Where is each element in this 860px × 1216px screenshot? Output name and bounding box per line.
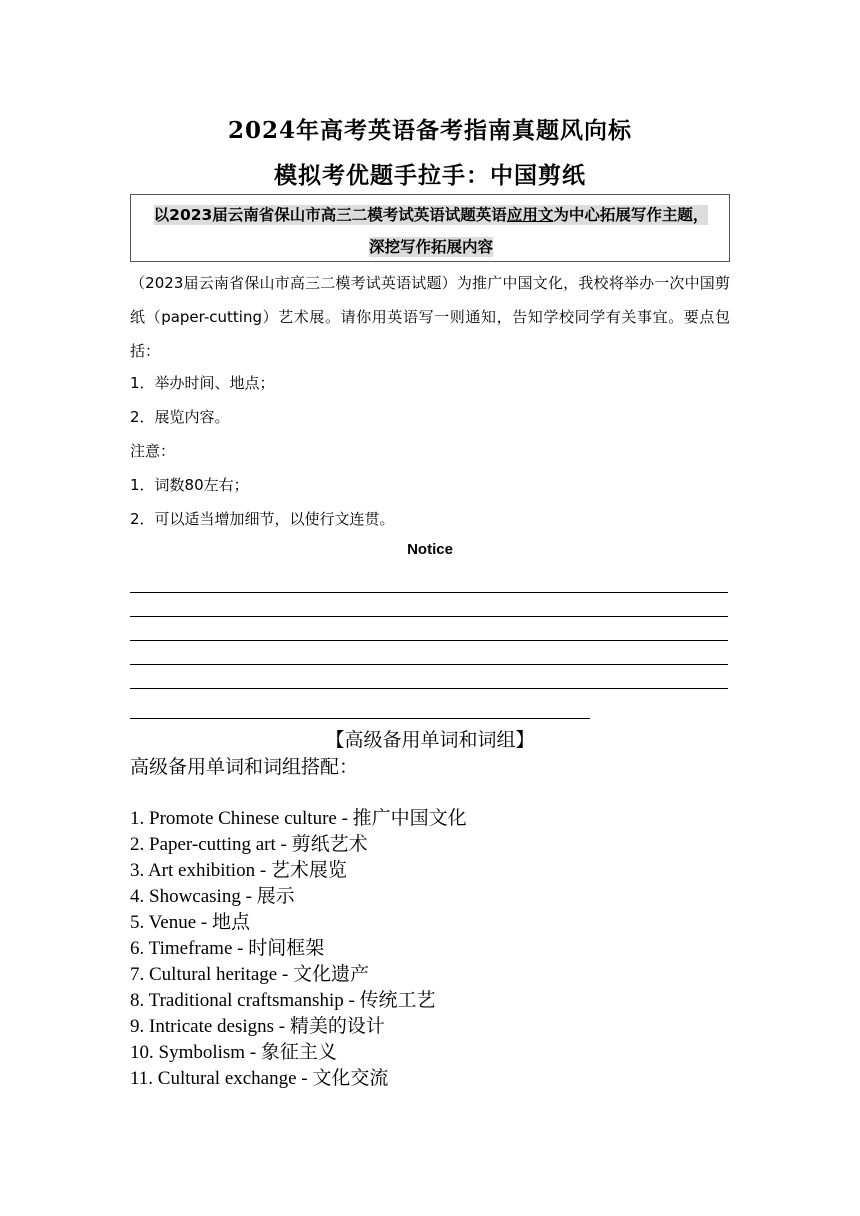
note-item: 1．词数80左右； (130, 476, 249, 494)
topic-box-line-2 (131, 235, 731, 257)
note-item: 2．可以适当增加细节，以使行文连贯。 (130, 510, 395, 528)
document-subtitle: 模拟考优题手拉手：中国剪纸 (274, 162, 586, 189)
vocab-intro: 高级备用单词和词组搭配： (130, 757, 359, 778)
vocab-item: 8. Traditional craftsmanship - 传统工艺 (130, 990, 436, 1011)
writing-line (130, 640, 728, 641)
vocab-item: 5. Venue - 地点 (130, 912, 250, 933)
notes-label: 注意： (130, 442, 176, 460)
vocab-item: 1. Promote Chinese culture - 推广中国文化 (130, 808, 467, 829)
topic-box-text-pre: 以2023届云南省保山市高三二模考试英语试题英语 (153, 206, 507, 224)
topic-box-text-underlined: 应用文 (506, 206, 554, 224)
vocab-item: 9. Intricate designs - 精美的设计 (130, 1016, 385, 1037)
vocab-item: 11. Cultural exchange - 文化交流 (130, 1068, 389, 1089)
vocab-item: 10. Symbolism - 象征主义 (130, 1042, 337, 1063)
notice-title: Notice (407, 541, 453, 558)
vocab-item: 3. Art exhibition - 艺术展览 (130, 860, 347, 881)
topic-box-line-1 (131, 203, 731, 225)
writing-line (130, 664, 728, 665)
point-item: 1．举办时间、地点； (130, 374, 275, 392)
writing-line (130, 718, 590, 719)
document-title: 2024年高考英语备考指南真题风向标 (227, 117, 632, 144)
vocab-item: 2. Paper-cutting art - 剪纸艺术 (130, 834, 368, 855)
vocab-item: 4. Showcasing - 展示 (130, 886, 295, 907)
prompt-paragraph: （2023届云南省保山市高三二模考试英语试题）为推广中国文化，我校将举办一次中国剪纸（paper-cutting）艺术展。请你用英语写一则通知，告知学校同学有关事宜。要点包括： (130, 274, 730, 360)
topic-box (130, 194, 730, 262)
writing-line (130, 688, 728, 689)
writing-line (130, 616, 728, 617)
vocab-item: 7. Cultural heritage - 文化遗产 (130, 964, 370, 985)
point-item: 2．展览内容。 (130, 408, 230, 426)
vocab-item: 6. Timeframe - 时间框架 (130, 938, 325, 959)
topic-box-text-line2: 深挖写作拓展内容 (368, 238, 493, 256)
vocab-heading: 【高级备用单词和词组】 (325, 730, 535, 751)
topic-box-text-post: 为中心拓展写作主题， (553, 206, 709, 224)
writing-line (130, 592, 728, 593)
